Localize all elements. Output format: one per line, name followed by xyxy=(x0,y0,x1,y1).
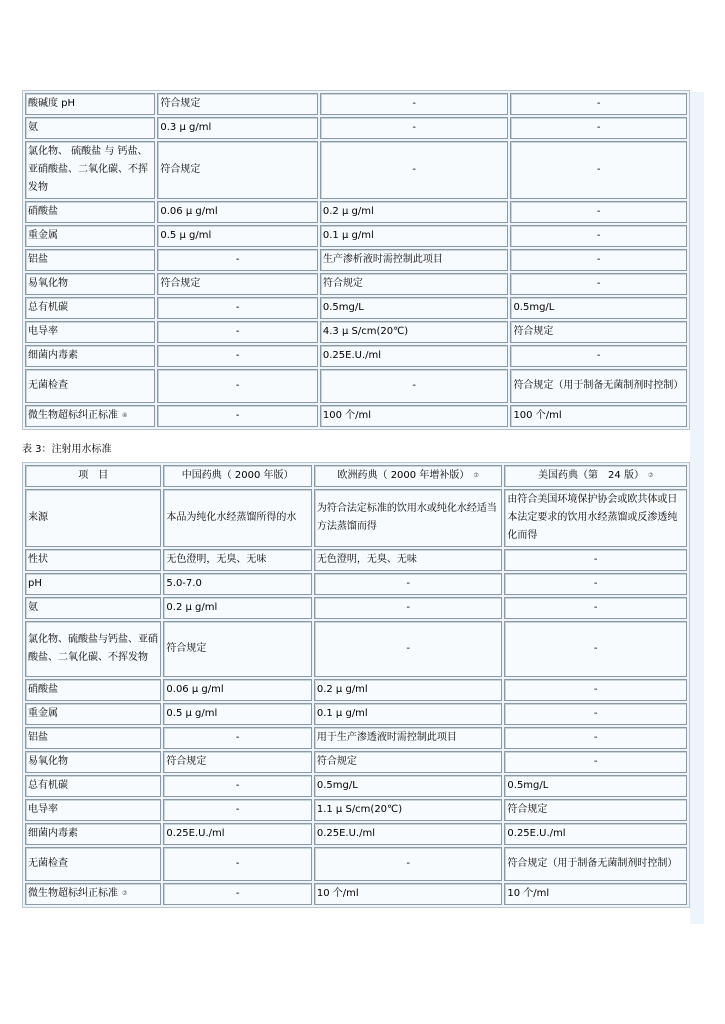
cell-text: 符合规定 xyxy=(166,756,207,767)
cell-text: 0.25E.U./ml xyxy=(166,828,225,839)
row-label-cell xyxy=(25,621,161,677)
table-cell xyxy=(504,751,687,773)
cell-text: 0.2 μ g/ml xyxy=(316,684,368,695)
cell-text: 微生物超标纠正标准 xyxy=(28,410,118,421)
row-label-cell xyxy=(25,703,161,725)
table-row xyxy=(25,883,687,905)
table-row xyxy=(25,823,687,845)
table-row xyxy=(25,297,687,319)
table-cell xyxy=(314,489,503,547)
table-cell xyxy=(163,775,311,797)
cell-text: 符合规定 xyxy=(166,643,207,654)
cell-text: 0.2 μ g/ml xyxy=(166,602,218,613)
table-cell xyxy=(510,297,687,319)
cell-text: 0.5 μ g/ml xyxy=(160,230,212,241)
row-label-cell xyxy=(25,405,155,427)
table-3-caption: 表 3：注射用水标准 xyxy=(22,444,112,455)
table-header-row xyxy=(25,465,687,487)
table-cell xyxy=(314,775,503,797)
cell-text: - xyxy=(406,602,410,613)
table-cell xyxy=(510,93,687,115)
header-text: 中国药典（ 2000 年版） xyxy=(181,470,294,481)
header-text: 项 目 xyxy=(78,470,109,481)
footnote-marker: ⑦ xyxy=(122,890,128,897)
row-label-cell xyxy=(25,369,155,403)
cell-text: 电导率 xyxy=(28,326,58,337)
table-cell xyxy=(157,225,317,247)
table-cell xyxy=(163,549,311,571)
cell-text: 酸碱度 pH xyxy=(28,98,76,109)
cell-text: 微生物超标纠正标准 xyxy=(28,888,118,899)
cell-text: 0.25E.U./ml xyxy=(507,828,566,839)
cell-text: 重金属 xyxy=(28,230,58,241)
row-label-cell xyxy=(25,775,161,797)
table-row xyxy=(25,597,687,619)
cell-text: - xyxy=(406,643,410,654)
cell-text: 10 个/ml xyxy=(507,888,550,899)
footnote-marker: ⑦ xyxy=(647,472,654,479)
cell-text: 总有机碳 xyxy=(28,780,68,791)
row-label-cell xyxy=(25,93,155,115)
cell-text: 氨 xyxy=(28,602,38,613)
cell-text: 100 个/ml xyxy=(322,410,372,421)
table-cell xyxy=(320,405,509,427)
table-cell xyxy=(504,489,687,547)
cell-text: - xyxy=(593,578,598,589)
cell-text: 由符合美国环境保护协会或欧共体或日本法定要求的饮用水经蒸馏或反渗透纯化而得 xyxy=(507,494,678,541)
cell-text: pH xyxy=(28,578,42,589)
cell-text: - xyxy=(596,350,601,361)
row-label-cell xyxy=(25,201,155,223)
cell-text: 符合规定 xyxy=(322,278,363,289)
cell-text: 易氧化物 xyxy=(28,278,68,289)
cell-text: 无色澄明，无臭、无味 xyxy=(316,554,417,565)
cell-text: 无菌检查 xyxy=(28,380,68,391)
row-label-cell xyxy=(25,799,161,821)
cell-text: 无菌检查 xyxy=(28,858,68,869)
table-row xyxy=(25,727,687,749)
row-label-cell xyxy=(25,549,161,571)
row-label-cell xyxy=(25,883,161,905)
table-cell xyxy=(163,727,311,749)
table-cell xyxy=(320,369,509,403)
table-cell xyxy=(314,621,503,677)
table-cell xyxy=(320,117,509,139)
table-row xyxy=(25,751,687,773)
cell-text: - xyxy=(596,230,601,241)
cell-text: 符合规定 xyxy=(513,326,554,337)
cell-text: 电导率 xyxy=(28,804,58,815)
table-cell xyxy=(504,679,687,701)
cell-text: - xyxy=(235,804,240,815)
cell-text: - xyxy=(235,302,240,313)
table-cell xyxy=(314,799,503,821)
table-row xyxy=(25,679,687,701)
table-cell xyxy=(510,141,687,199)
cell-text: 符合规定 xyxy=(316,756,357,767)
table-cell xyxy=(504,549,687,571)
row-label-cell xyxy=(25,321,155,343)
cell-text: - xyxy=(235,732,240,743)
cell-text: 氯化物、硫酸盐与钙盐、亚硝酸盐、二氧化碳、不挥发物 xyxy=(28,634,158,663)
table-cell xyxy=(320,321,509,343)
cell-text: - xyxy=(596,278,601,289)
table-cell xyxy=(320,93,509,115)
row-label-cell xyxy=(25,573,161,595)
table-cell xyxy=(320,297,509,319)
table-cell xyxy=(157,297,317,319)
cell-text: 性状 xyxy=(28,554,48,565)
table-row xyxy=(25,847,687,881)
table-cell xyxy=(320,249,509,271)
row-label-cell xyxy=(25,297,155,319)
cell-text: 细菌内毒素 xyxy=(28,828,78,839)
row-label-cell xyxy=(25,117,155,139)
table-cell xyxy=(504,621,687,677)
cell-text: 0.5mg/L xyxy=(513,302,555,313)
cell-text: 0.06 μ g/ml xyxy=(160,206,218,217)
cell-text: - xyxy=(593,554,598,565)
cell-text: - xyxy=(235,858,240,869)
cell-text: - xyxy=(235,888,240,899)
table-cell xyxy=(157,201,317,223)
table-cell xyxy=(157,141,317,199)
table-row xyxy=(25,249,687,271)
cell-text: 本品为纯化水经蒸馏所得的水 xyxy=(166,512,297,523)
table-cell xyxy=(157,405,317,427)
table-row xyxy=(25,345,687,367)
cell-text: 符合规定 xyxy=(160,164,201,175)
table-cell xyxy=(314,847,503,881)
cell-text: 铝盐 xyxy=(28,732,48,743)
cell-text: 总有机碳 xyxy=(28,302,68,313)
cell-text: 4.3 μ S/cm(20℃) xyxy=(322,326,409,337)
column-header xyxy=(25,465,161,487)
row-label-cell xyxy=(25,345,155,367)
table-row xyxy=(25,117,687,139)
table-row xyxy=(25,775,687,797)
table-cell xyxy=(163,703,311,725)
row-label-cell xyxy=(25,225,155,247)
cell-text: 1.1 μ S/cm(20℃) xyxy=(316,804,403,815)
cell-text: 0.3 μ g/ml xyxy=(160,122,212,133)
table-cell xyxy=(510,201,687,223)
table-cell xyxy=(504,703,687,725)
cell-text: - xyxy=(593,756,598,767)
cell-text: - xyxy=(596,254,601,265)
cell-text: 0.5 μ g/ml xyxy=(166,708,218,719)
cell-text: 硝酸盐 xyxy=(28,684,58,695)
cell-text: 细菌内毒素 xyxy=(28,350,78,361)
cell-text: 100 个/ml xyxy=(513,410,562,421)
table-row xyxy=(25,141,687,199)
table-cell xyxy=(314,549,503,571)
table-row xyxy=(25,201,687,223)
table-cell xyxy=(510,249,687,271)
table-cell xyxy=(510,405,687,427)
table-row xyxy=(25,703,687,725)
table-cell xyxy=(320,273,509,295)
column-header xyxy=(314,465,503,487)
table-cell xyxy=(163,597,311,619)
column-header xyxy=(504,465,687,487)
row-label-cell xyxy=(25,141,155,199)
table-cell xyxy=(314,883,503,905)
footnote-marker: ⑦ xyxy=(473,472,479,479)
table-cell xyxy=(163,621,311,677)
table-row xyxy=(25,273,687,295)
cell-text: - xyxy=(412,122,416,133)
row-label-cell xyxy=(25,679,161,701)
table-cell xyxy=(314,751,503,773)
cell-text: - xyxy=(593,602,598,613)
table-cell xyxy=(314,597,503,619)
table-cell xyxy=(504,727,687,749)
cell-text: 符合规定（用于制备无菌制剂时控制） xyxy=(513,380,684,391)
table-cell xyxy=(157,273,317,295)
table-cell xyxy=(320,201,509,223)
table-cell xyxy=(163,573,311,595)
cell-text: - xyxy=(596,164,601,175)
table-cell xyxy=(510,273,687,295)
row-label-cell xyxy=(25,823,161,845)
table-row xyxy=(25,621,687,677)
table-cell xyxy=(314,727,503,749)
cell-text: - xyxy=(235,254,240,265)
table-cell xyxy=(314,573,503,595)
header-text: 美国药典（第 24 版） xyxy=(538,470,644,481)
cell-text: - xyxy=(412,98,416,109)
table-row xyxy=(25,549,687,571)
cell-text: 0.5mg/L xyxy=(316,780,358,791)
table-cell xyxy=(163,847,311,881)
cell-text: - xyxy=(596,122,601,133)
cell-text: 10 个/ml xyxy=(316,888,359,899)
cell-text: 0.25E.U./ml xyxy=(322,350,382,361)
table-cell xyxy=(157,321,317,343)
table-cell xyxy=(510,321,687,343)
cell-text: 重金属 xyxy=(28,708,58,719)
cell-text: 易氧化物 xyxy=(28,756,68,767)
table-cell xyxy=(504,799,687,821)
cell-text: - xyxy=(593,732,598,743)
cell-text: - xyxy=(596,206,601,217)
header-text: 欧洲药典（ 2000 年增补版） xyxy=(337,470,470,481)
footnote-marker: ④ xyxy=(122,412,128,419)
table-row xyxy=(25,93,687,115)
cell-text: 0.2 μ g/ml xyxy=(322,206,374,217)
cell-text: 氯化物、 硫酸盐 与 钙盐、亚硝酸盐、二氧化碳、不挥发物 xyxy=(28,146,148,193)
table-cell xyxy=(157,345,317,367)
table-row xyxy=(25,799,687,821)
cell-text: 0.1 μ g/ml xyxy=(322,230,374,241)
row-label-cell xyxy=(25,847,161,881)
cell-text: - xyxy=(235,326,240,337)
table-cell xyxy=(163,489,311,547)
cell-text: 符合规定 xyxy=(160,278,201,289)
cell-text: 符合规定（用于制备无菌制剂时控制） xyxy=(507,858,678,869)
cell-text: - xyxy=(235,780,240,791)
table-cell xyxy=(157,369,317,403)
cell-text: - xyxy=(412,164,416,175)
table-row xyxy=(25,225,687,247)
table-cell xyxy=(314,703,503,725)
row-label-cell xyxy=(25,249,155,271)
table-cell xyxy=(163,883,311,905)
table-cell xyxy=(320,345,509,367)
cell-text: - xyxy=(406,578,410,589)
cell-text: 生产渗析液时需控制此项目 xyxy=(322,254,443,265)
table-cell xyxy=(157,117,317,139)
table-cell xyxy=(510,225,687,247)
cell-text: 0.06 μ g/ml xyxy=(166,684,224,695)
cell-text: 无色澄明，无臭、无味 xyxy=(166,554,267,565)
cell-text: 0.5mg/L xyxy=(507,780,549,791)
table-cell xyxy=(163,751,311,773)
row-label-cell xyxy=(25,489,161,547)
table-cell xyxy=(504,823,687,845)
cell-text: 铝盐 xyxy=(28,254,48,265)
cell-text: - xyxy=(235,350,240,361)
cell-text: - xyxy=(406,858,410,869)
cell-text: - xyxy=(593,643,598,654)
table-cell xyxy=(510,117,687,139)
cell-text: 符合规定 xyxy=(160,98,201,109)
table-row xyxy=(25,405,687,427)
cell-text: 氨 xyxy=(28,122,38,133)
table-cell xyxy=(163,799,311,821)
right-scroll-strip xyxy=(690,92,704,924)
cell-text: 0.1 μ g/ml xyxy=(316,708,368,719)
row-label-cell xyxy=(25,273,155,295)
cell-text: - xyxy=(596,98,601,109)
table-cell xyxy=(504,847,687,881)
table-row xyxy=(25,573,687,595)
table-cell xyxy=(504,597,687,619)
table-cell xyxy=(157,249,317,271)
water-standard-table-2 xyxy=(22,90,690,430)
cell-text: - xyxy=(235,410,240,421)
cell-text: 符合规定 xyxy=(507,804,548,815)
row-label-cell xyxy=(25,751,161,773)
cell-text: 来源 xyxy=(28,512,48,523)
table-cell xyxy=(163,679,311,701)
row-label-cell xyxy=(25,597,161,619)
table-cell xyxy=(510,369,687,403)
column-header xyxy=(163,465,311,487)
table-cell xyxy=(504,883,687,905)
cell-text: 用于生产渗透液时需控制此项目 xyxy=(316,732,457,743)
table-cell xyxy=(504,573,687,595)
table-row xyxy=(25,321,687,343)
cell-text: 为符合法定标准的饮用水或纯化水经适当方法蒸馏而得 xyxy=(316,503,497,532)
table-cell xyxy=(320,225,509,247)
cell-text: - xyxy=(593,708,598,719)
cell-text: - xyxy=(235,380,240,391)
table-cell xyxy=(157,93,317,115)
table-cell xyxy=(320,141,509,199)
table-row xyxy=(25,489,687,547)
cell-text: 0.5mg/L xyxy=(322,302,364,313)
cell-text: 5.0-7.0 xyxy=(166,578,202,589)
table-cell xyxy=(314,823,503,845)
cell-text: - xyxy=(412,380,416,391)
table-cell xyxy=(504,775,687,797)
injection-water-standard-table xyxy=(22,462,690,908)
table-cell xyxy=(510,345,687,367)
table-cell xyxy=(314,679,503,701)
row-label-cell xyxy=(25,727,161,749)
cell-text: - xyxy=(593,684,598,695)
table-cell xyxy=(163,823,311,845)
table-row xyxy=(25,369,687,403)
cell-text: 硝酸盐 xyxy=(28,206,58,217)
cell-text: 0.25E.U./ml xyxy=(316,828,375,839)
